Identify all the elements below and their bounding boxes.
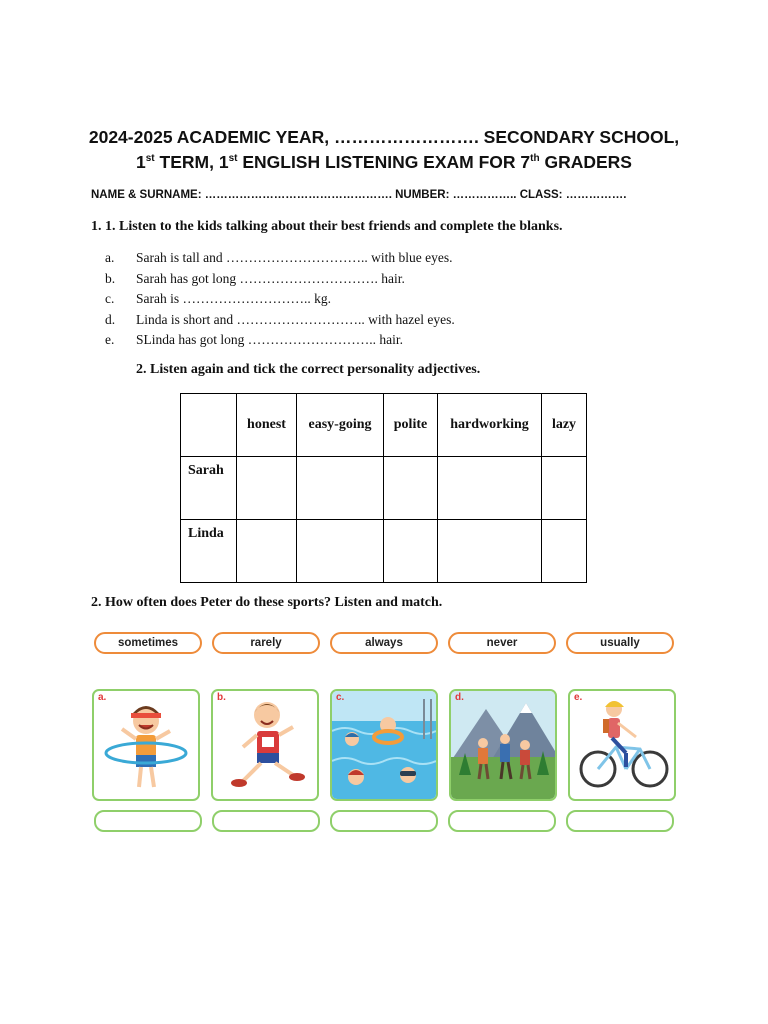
hiking-group-icon (451, 691, 555, 799)
tick-cell[interactable] (542, 457, 587, 520)
swimming-kids-icon (332, 691, 436, 799)
picture-letter: a. (98, 692, 107, 703)
answer-box-c[interactable] (330, 810, 438, 832)
question-1b-heading: 2. Listen again and tick the correct personality adjectives. (136, 362, 481, 377)
row-header: Linda (181, 520, 237, 583)
option-always: always (330, 632, 438, 654)
column-header: lazy (542, 394, 587, 457)
personality-table (180, 393, 587, 583)
table-row (181, 457, 587, 520)
column-header: easy-going (297, 394, 384, 457)
picture-card-e (568, 689, 676, 801)
answer-box-e[interactable] (566, 810, 674, 832)
picture-card-a (92, 689, 200, 801)
answer-box-a[interactable] (94, 810, 202, 832)
column-header: polite (384, 394, 438, 457)
tick-cell[interactable] (384, 457, 438, 520)
column-header: hardworking (438, 394, 542, 457)
tick-cell[interactable] (542, 520, 587, 583)
cycling-boy-icon (570, 691, 674, 799)
table-corner-cell (181, 394, 237, 457)
option-usually: usually (566, 632, 674, 654)
picture-card-b (211, 689, 319, 801)
question-2-heading: 2. How often does Peter do these sports? Listen and match. (91, 595, 443, 610)
student-info-line: NAME & SURNAME: …………………………………………. NUMBER: …………….. CLASS: ……………. (91, 189, 627, 201)
option-sometimes: sometimes (94, 632, 202, 654)
column-header: honest (237, 394, 297, 457)
option-rarely: rarely (212, 632, 320, 654)
frequency-options (94, 632, 674, 654)
picture-letter: b. (217, 692, 226, 703)
picture-letter: e. (574, 692, 583, 703)
tick-cell[interactable] (237, 457, 297, 520)
answer-box-b[interactable] (212, 810, 320, 832)
tick-cell[interactable] (384, 520, 438, 583)
tick-cell[interactable] (438, 520, 542, 583)
row-header: Sarah (181, 457, 237, 520)
picture-letter: d. (455, 692, 464, 703)
picture-card-d (449, 689, 557, 801)
answer-box-d[interactable] (448, 810, 556, 832)
picture-card-c (330, 689, 438, 801)
running-boy-icon (213, 691, 317, 799)
exam-title-line1: 2024-2025 ACADEMIC YEAR, ……………………. SECONDARY SCHOOL, (88, 127, 680, 147)
table-row (181, 520, 587, 583)
picture-letter: c. (336, 692, 345, 703)
tick-cell[interactable] (438, 457, 542, 520)
hula-hoop-boy-icon (94, 691, 198, 799)
tick-cell[interactable] (297, 520, 384, 583)
question-1-heading: 1. 1. Listen to the kids talking about their best friends and complete the blanks. (91, 219, 563, 234)
exam-title-line2: 1st TERM, 1st ENGLISH LISTENING EXAM FOR 7th GRADERS (136, 152, 632, 172)
tick-cell[interactable] (297, 457, 384, 520)
option-never: never (448, 632, 556, 654)
tick-cell[interactable] (237, 520, 297, 583)
